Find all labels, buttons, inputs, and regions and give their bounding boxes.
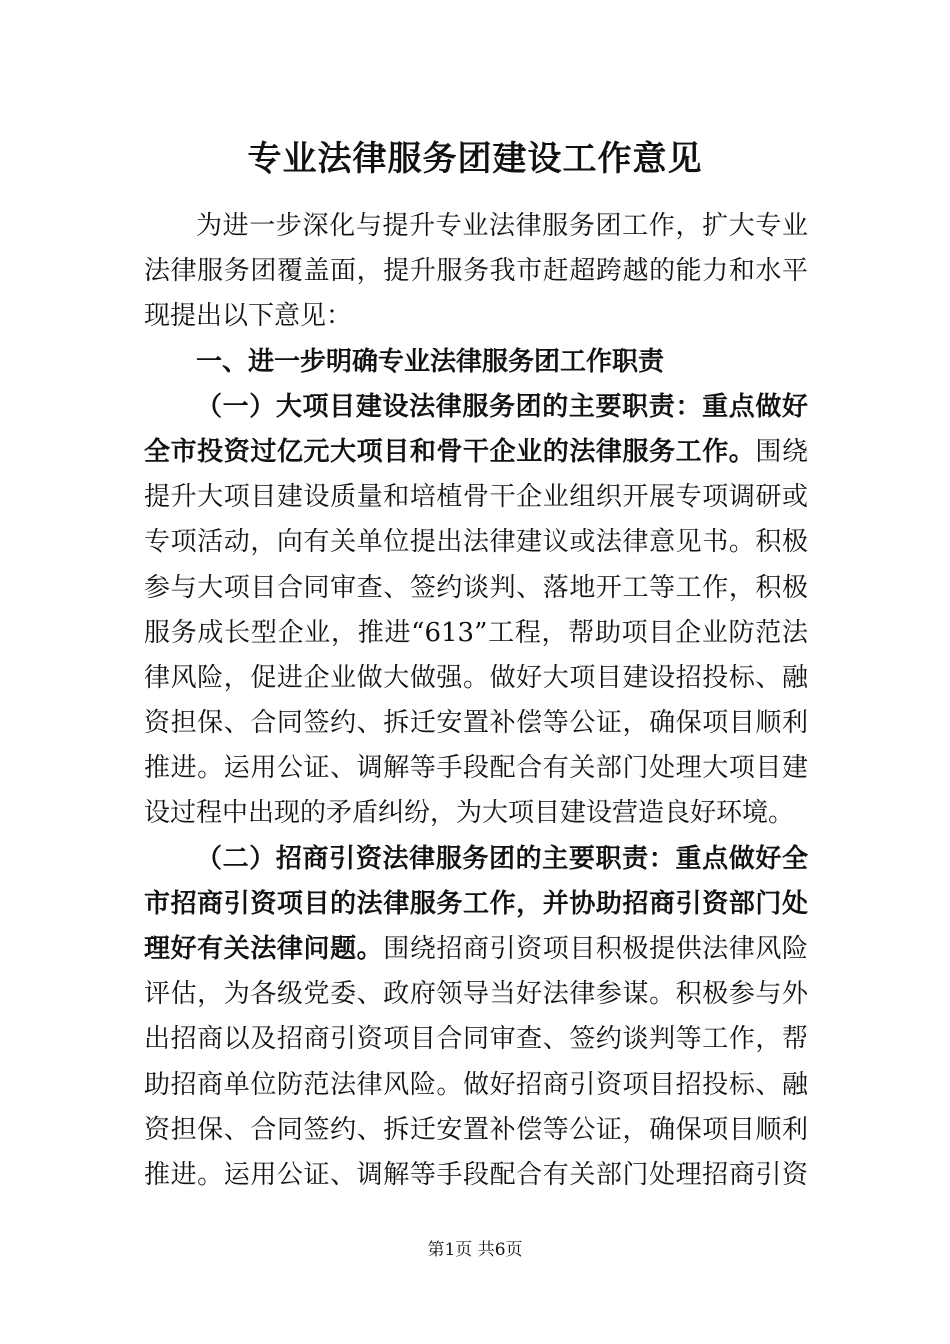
page-footer: 第1页 共6页 (427, 1240, 523, 1260)
text-line: 法律服务团覆盖面，提升服务我市赶超跨越的能力和水平 (144, 256, 808, 287)
text-line: 专项活动，向有关单位提出法律建议或法律意见书。积极 (144, 527, 808, 558)
text-line: 资担保、合同签约、拆迁安置补偿等公证，确保项目顺利 (144, 708, 808, 739)
text-line: 评估，为各级党委、政府领导当好法律参谋。积极参与外 (144, 979, 808, 1010)
text-line: 资担保、合同签约、拆迁安置补偿等公证，确保项目顺利 (144, 1114, 808, 1145)
text-line: （二）招商引资法律服务团的主要职责：重点做好全 (196, 843, 808, 874)
text-line: 服务成长型企业，推进“613”工程，帮助项目企业防范法 (144, 617, 808, 648)
text-segment: 围绕招商引资项目积极提供法律风险 (383, 934, 808, 964)
text-line (144, 927, 808, 972)
text-line: 一、进一步明确专业法律服务团工作职责 (196, 346, 665, 377)
text-line: 为进一步深化与提升专业法律服务团工作，扩大专业 (196, 211, 808, 241)
text-line: 律风险，促进企业做大做强。做好大项目建设招投标、融 (144, 662, 808, 693)
text-line: 推进。运用公证、调解等手段配合有关部门处理大项目建 (144, 753, 808, 784)
text-segment: 理好有关法律问题。 (144, 934, 384, 964)
text-line: 提升大项目建设质量和培植骨干企业组织开展专项调研或 (144, 482, 808, 513)
text-line: 现提出以下意见： (144, 301, 353, 332)
text-line: 出招商以及招商引资项目合同审查、签约谈判等工作，帮 (144, 1024, 808, 1055)
text-line: 参与大项目合同审查、签约谈判、落地开工等工作，积极 (144, 572, 808, 603)
text-line: 市招商引资项目的法律服务工作，并协助招商引资部门处 (144, 888, 808, 919)
text-line: 设过程中出现的矛盾纠纷，为大项目建设营造良好环境。 (144, 798, 795, 829)
document-title: 专业法律服务团建设工作意见 (247, 139, 703, 179)
text-segment: 全市投资过亿元大项目和骨干企业的法律服务工作。 (144, 436, 756, 467)
text-line: （一）大项目建设法律服务团的主要职责：重点做好 (196, 391, 808, 422)
text-line: 助招商单位防范法律风险。做好招商引资项目招投标、融 (144, 1069, 808, 1100)
text-line: 推进。运用公证、调解等手段配合有关部门处理招商引资 (144, 1159, 808, 1190)
text-line (144, 430, 808, 475)
document-body (144, 204, 808, 1198)
text-segment: 围绕 (755, 436, 808, 467)
